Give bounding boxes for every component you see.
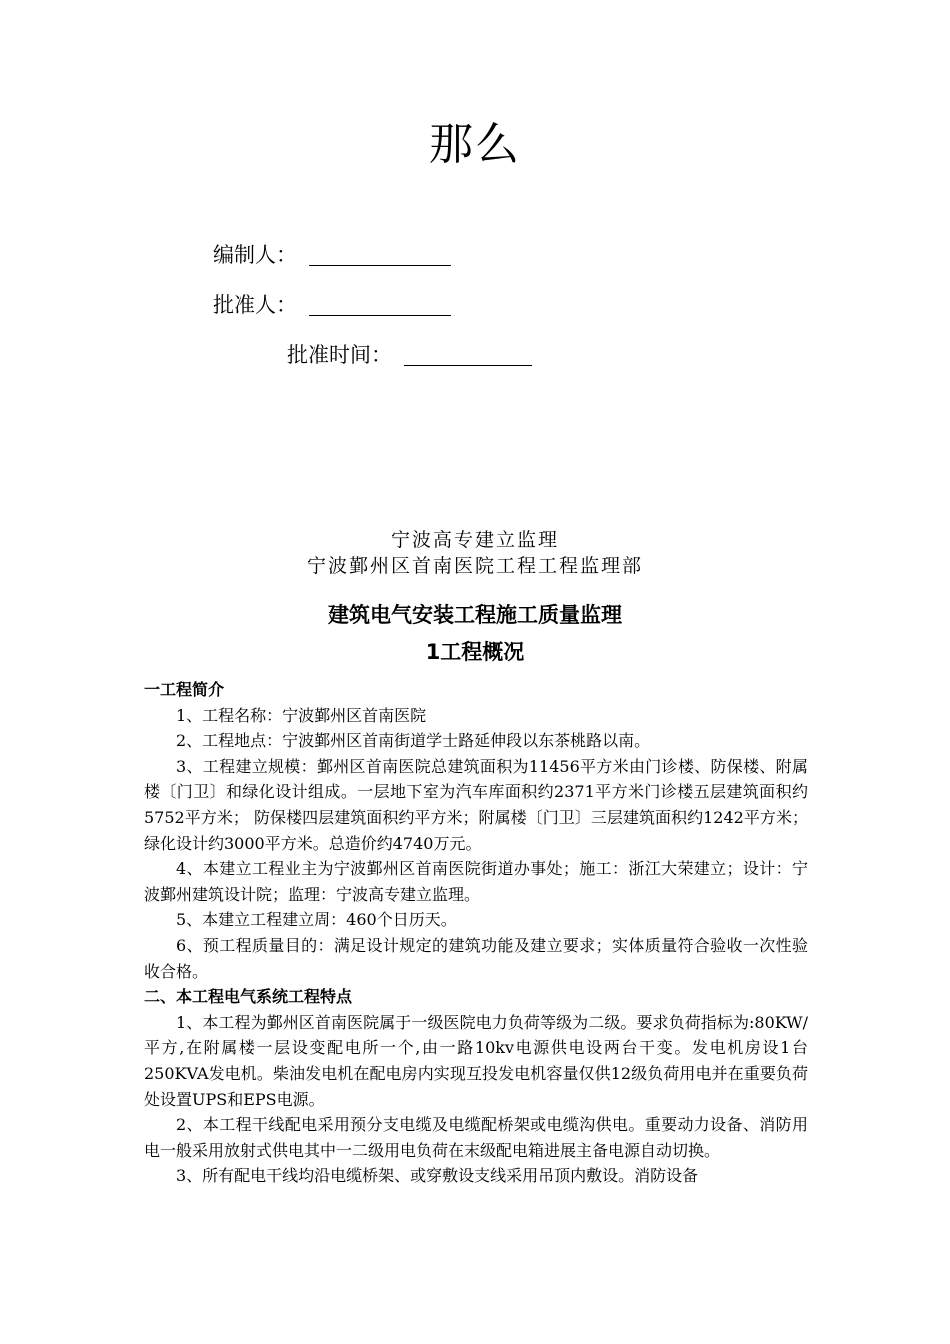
cover-title: 那么 — [429, 119, 521, 170]
compiler-label: 编制人： — [213, 243, 297, 267]
document-body — [144, 677, 808, 1189]
compiler-signature-row — [213, 240, 451, 270]
approver-signature-row — [213, 290, 451, 320]
paragraph: 3、所有配电干线均沿电缆桥架、或穿敷设支线采用吊顶内敷设。消防设备 — [176, 1166, 699, 1186]
paragraph: 3、工程建立规模：鄞州区首南医院总建筑面积为11456平方米由门诊楼、防保楼、附属楼〔门卫〕和绿化设计组成。一层地下室为汽车库面积约2371平方米门诊楼五层建筑面积约5752平方米； 防保楼四层建筑面积约平方米；附属楼〔门卫〕三层建筑面积约1242平方米；绿化设计约3000平方米。总造价约4740万元。 — [144, 756, 808, 853]
section-heading: 二、本工程电气系统工程特点 — [144, 987, 353, 1007]
organization-name: 宁波高专建立监理 — [390, 529, 559, 551]
paragraph: 5、本建立工程建立周：460个日历天。 — [176, 910, 457, 930]
approval-time-line — [404, 343, 532, 366]
section-heading: 一工程简介 — [144, 680, 225, 699]
approval-time-label: 批准时间： — [287, 343, 392, 367]
paragraph: 2、工程地点：宁波鄞州区首南街道学士路延伸段以东茶桃路以南。 — [176, 731, 651, 751]
compiler-signature-line — [309, 243, 451, 266]
project-department: 宁波鄞州区首南医院工程工程监理部 — [306, 555, 643, 577]
paragraph: 4、本建立工程业主为宁波鄞州区首南医院街道办事处；施工：浙江大荣建立；设计：宁波鄞州建筑设计院；监理：宁波高专建立监理。 — [144, 859, 808, 904]
paragraph: 6、预工程质量目的：满足设计规定的建筑功能及建立要求；实体质量符合验收一次性验收合格。 — [144, 935, 808, 981]
paragraph: 2、本工程干线配电采用预分支电缆及电缆配桥架或电缆沟供电。重要动力设备、消防用电一般采用放射式供电其中一二级用电负荷在末级配电箱进展主备电源自动切换。 — [144, 1115, 808, 1160]
approval-time-row — [287, 340, 532, 370]
approver-signature-line — [309, 293, 451, 316]
chapter-heading: 1工程概况 — [425, 640, 525, 664]
paragraph: 1、工程名称：宁波鄞州区首南医院 — [176, 705, 427, 725]
document-title: 建筑电气安装工程施工质量监理 — [328, 603, 622, 627]
approver-label: 批准人： — [213, 293, 297, 317]
paragraph: 1、本工程为鄞州区首南医院属于一级医院电力负荷等级为二级。要求负荷指标为:80KW/平方,在附属楼一层设变配电所一个,由一路10kv电源供电设两台干变。发电机房设1台250KVA发电机。柴油发电机在配电房内实现互投发电机容量仅供12级负荷用电并在重要负荷处设置UPS和EPS电源。 — [144, 1012, 808, 1109]
